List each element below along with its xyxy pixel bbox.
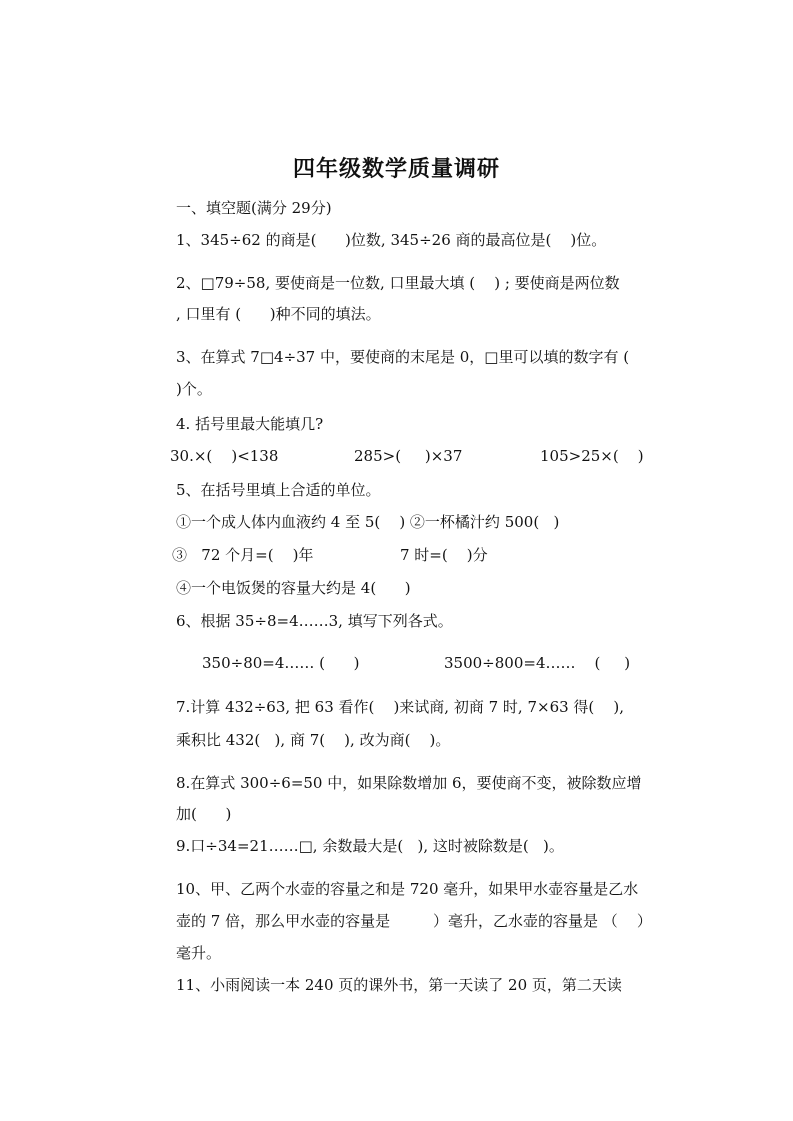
question-3-line-2: )个。 [176,380,212,398]
question-7-line-2: 乘积比 432( ), 商 7( ), 改为商( )。 [176,731,451,749]
section-heading: 一、填空题(满分 29分) [176,199,332,217]
question-5: 5、在括号里填上合适的单位。 [176,481,381,499]
question-7-line-1: 7.计算 432÷63, 把 63 看作( )来试商, 初商 7 时, 7×63 得( ), [176,698,624,716]
question-5-line-2-part-1: ③ 72 个月=( )年 [172,546,314,564]
question-10-line-2: 壶的 7 倍，那么甲水壶的容量是 ）毫升，乙水壶的容量是 （ ） [176,912,652,930]
question-5-line-2-part-2: 7 时=( )分 [400,546,488,564]
question-4-item-2: 285>( )×37 [354,447,463,465]
question-3-line-1: 3、在算式 7□4÷37 中，要使商的末尾是 0，□里可以填的数字有 ( [176,348,630,366]
question-4-item-1: 30.×( )<138 [170,447,279,465]
question-4-item-3: 105>25×( ) [540,447,644,465]
question-6-item-1: 350÷80=4…… ( ) [202,654,360,672]
question-5-line-1: ①一个成人体内血液约 4 至 5( ) ②一杯橘汁约 500( ) [176,513,560,531]
question-6: 6、根据 35÷8=4……3, 填写下列各式。 [176,612,453,630]
question-9: 9.口÷34=21……□, 余数最大是( ), 这时被除数是( )。 [176,837,564,855]
question-11: 11、小雨阅读一本 240 页的课外书，第一天读了 20 页，第二天读 [176,976,622,994]
question-8-line-2: 加( ) [176,805,232,823]
question-2-line-1: 2、□79÷58, 要使商是一位数, 口里最大填 ( ) ; 要使商是两位数 [176,274,620,292]
question-4: 4. 括号里最大能填几? [176,415,324,433]
question-5-line-3: ④一个电饭煲的容量大约是 4( ) [176,579,411,597]
question-2-line-2: , 口里有 ( )种不同的填法。 [176,305,381,323]
question-10-line-1: 10、甲、乙两个水壶的容量之和是 720 毫升，如果甲水壶容量是乙水 [176,880,639,898]
question-10-line-3: 毫升。 [176,944,222,962]
question-8-line-1: 8.在算式 300÷6=50 中，如果除数增加 6，要使商不变，被除数应增 [176,774,642,792]
question-6-item-2: 3500÷800=4…… ( ) [444,654,631,672]
question-1: 1、345÷62 的商是( )位数, 345÷26 商的最高位是( )位。 [176,231,607,249]
page-title: 四年级数学质量调研 [292,156,500,182]
